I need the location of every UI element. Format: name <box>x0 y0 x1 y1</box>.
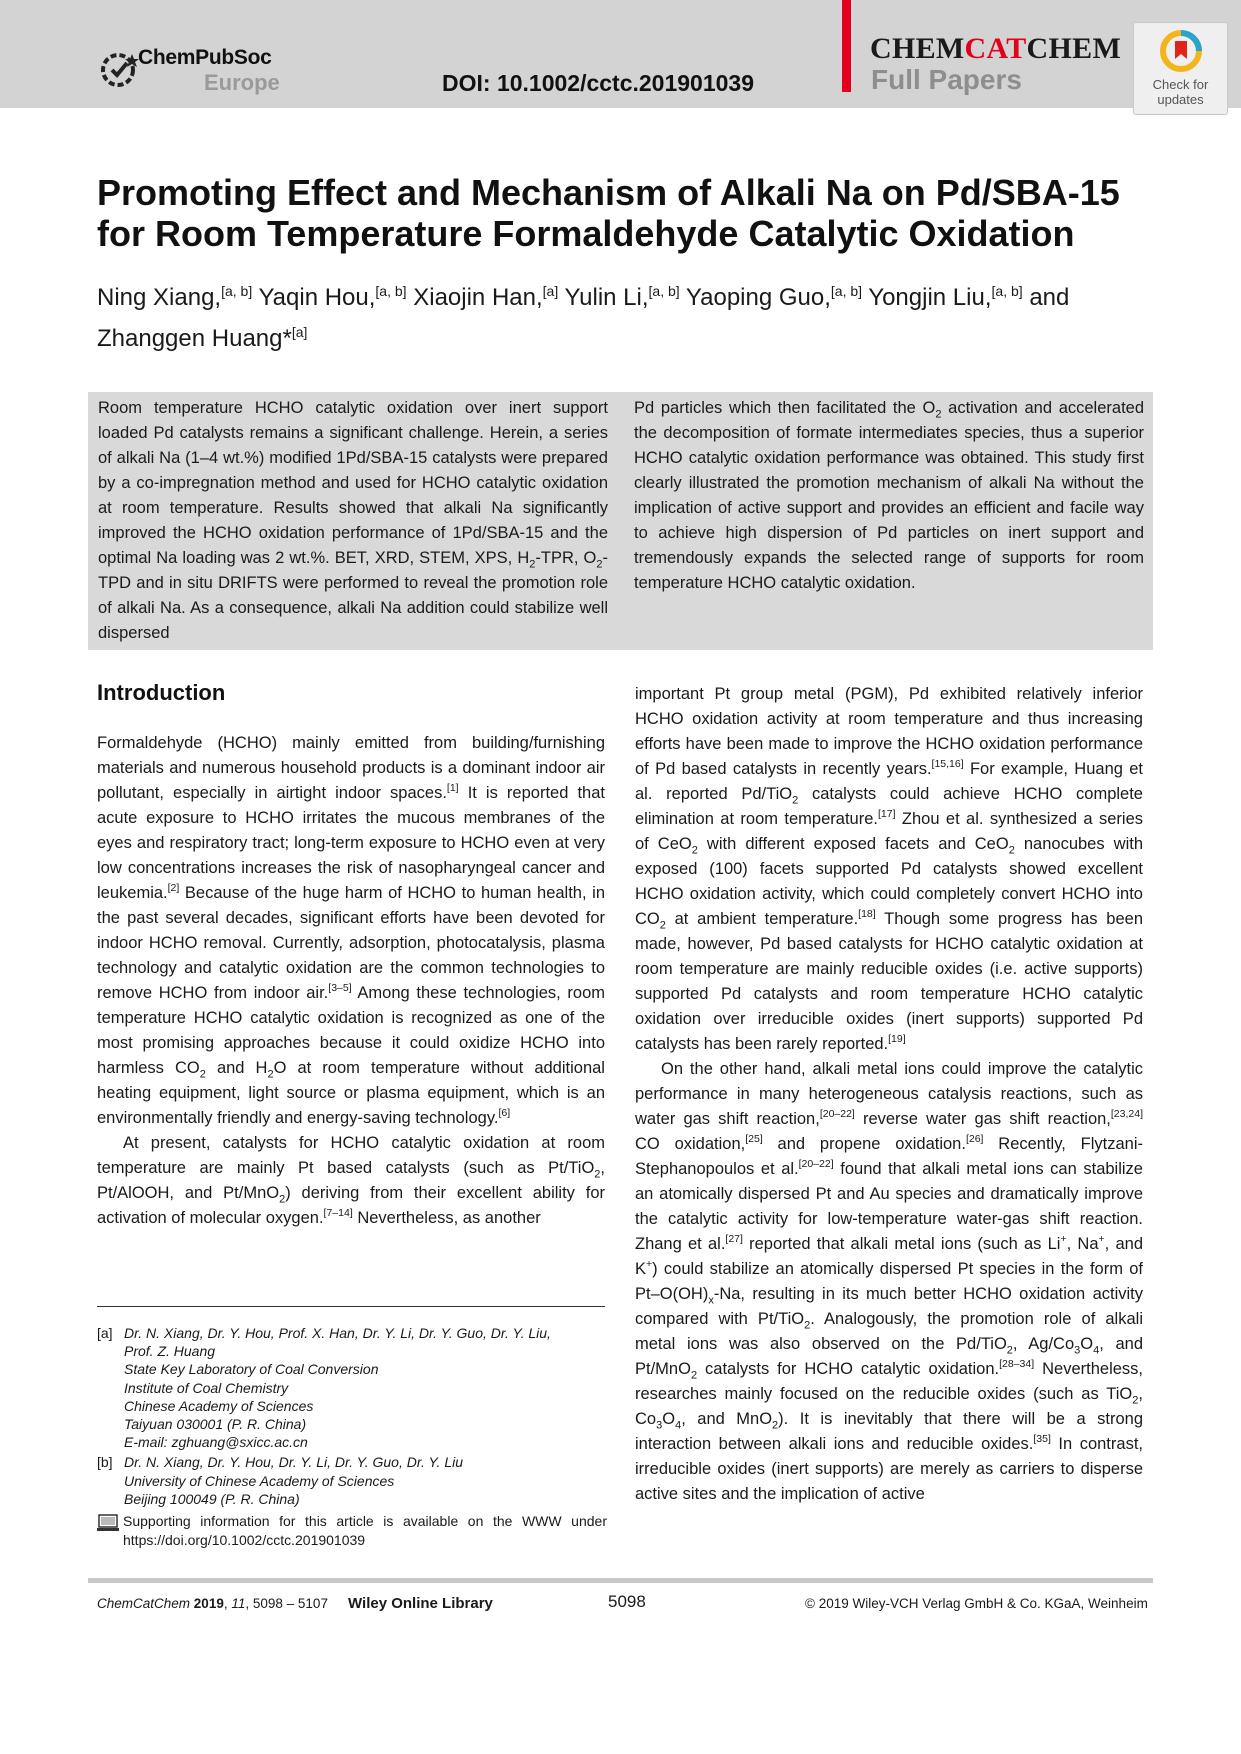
affiliation-line: E-mail: zghuang@sxicc.ac.cn <box>124 1434 308 1451</box>
journal-accent-bar <box>842 0 851 92</box>
author-affiliation: [a, b] <box>221 283 253 299</box>
citation-link[interactable]: [19] <box>888 1033 906 1045</box>
author-affiliation: [a, b] <box>991 283 1023 299</box>
author-affiliation: [a] <box>291 324 308 340</box>
computer-icon <box>97 1514 119 1532</box>
citation-link[interactable]: [1] <box>446 782 459 794</box>
author-name[interactable]: Yaqin Hou, <box>258 284 376 311</box>
footnote-rule <box>97 1306 605 1307</box>
chempubsoc-logo[interactable] <box>98 44 298 96</box>
intro-paragraph-1: Formaldehyde (HCHO) mainly emitted from building/furnishing materials and numerous household products is a dominant indoor air pollutant, especially in airtight indoor spaces.[1] It is reported that acute exposure to HCHO irritates the mucous membranes of the eyes and respiratory tract; long-term exposure to HCHO even at very low concentrations increases the risk of nasopharyngeal cancer and leukemia.[2] Because of the huge harm of HCHO to human health, in the past several decades, significant efforts have been devoted for indoor HCHO removal. Currently, adsorption, photocatalysis, plasma technology and catalytic oxidation are the common technologies to remove HCHO from indoor air.[3–5] Among these technologies, room temperature HCHO catalytic oxidation is recognized as one of the most promising approaches because it could oxidize HCHO into harmless $CO_2$ and $H_2O$ at room temperature without additional heating equipment, light source or plasma equipment, which is an environmentally friendly and energy-saving technology.[6] <box>97 734 605 1127</box>
author-name[interactable]: Yaoping Guo, <box>685 284 831 311</box>
abstract-left-column: Room temperature HCHO catalytic oxidation over inert support loaded Pd catalysts remains a significant challenge. Herein, a series of alkali Na (1–4 wt.%) modified 1Pd/SBA-15 catalysts were prepared by a co-impregnation method and used for HCHO catalytic oxidation at room temperature. Results showed that alkali Na significantly improved the HCHO oxidation performance of 1Pd/SBA-15 and the optimal Na loading was 2 wt.%. BET, XRD, STEM, XPS, $H_2$-TPR, $O_2$-TPD and in situ DRIFTS were performed to reveal the promotion role of alkali Na. As a consequence, alkali Na addition could stabilize well dispersed <box>98 399 608 642</box>
citation-link[interactable]: [35] <box>1033 1433 1051 1445</box>
body-left-column <box>97 731 605 1231</box>
author-name[interactable]: Yongjin Liu, <box>868 284 992 311</box>
citation-link[interactable]: [23,24] <box>1110 1108 1144 1120</box>
citation-link[interactable]: [3–5] <box>328 982 352 994</box>
affiliation-a: [a] Dr. N. Xiang, Dr. Y. Hou, Prof. X. Han, Dr. Y. Li, Dr. Y. Guo, Dr. Y. Liu, Prof. Z. Huang State Key Laboratory of Coal Conversion Institute of Coal Chemistry Chinese Academy of Sciences Taiyuan 030001 (P. R. China) E-mail: zghuang@sxicc.ac.cn <box>97 1324 607 1451</box>
citation-link[interactable]: [28–34] <box>999 1358 1035 1370</box>
citation-link[interactable]: [20–22] <box>819 1108 855 1120</box>
crossmark-icon <box>1159 29 1203 73</box>
affiliation-line: Beijing 100049 (P. R. China) <box>124 1490 300 1507</box>
section-heading-introduction: Introduction <box>97 680 226 705</box>
author-affiliation: [a, b] <box>648 283 680 299</box>
copyright-notice: © 2019 Wiley-VCH Verlag GmbH & Co. KGaA, Weinheim <box>805 1596 1148 1611</box>
author-affiliation: [a, b] <box>830 283 863 299</box>
author-affiliation: [a, b] <box>375 283 407 299</box>
body-right-column <box>635 682 1143 1507</box>
section-type: Full Papers <box>871 64 1022 95</box>
affiliation-line: Institute of Coal Chemistry <box>124 1379 289 1396</box>
publisher-name: ChemPubSoc <box>138 46 272 69</box>
abstract-box <box>88 392 1153 650</box>
citation-link[interactable]: [25] <box>745 1133 763 1145</box>
citation-link[interactable]: [6] <box>498 1107 511 1119</box>
affiliation-line: Taiyuan 030001 (P. R. China) <box>124 1416 307 1433</box>
supporting-information-note[interactable]: Supporting information for this article is available on the WWW under https://doi.org/10.1002/cctc.201901039 <box>97 1512 607 1549</box>
doi-link[interactable]: DOI: 10.1002/cctc.201901039 <box>442 70 755 96</box>
check-updates-line2: updates <box>1157 92 1204 107</box>
author-name[interactable]: Yulin Li, <box>564 284 649 311</box>
affiliation-footnotes <box>97 1324 607 1549</box>
author-affiliation: [a] <box>542 283 559 299</box>
citation-link[interactable]: [20–22] <box>798 1158 834 1170</box>
abstract-right-column: Pd particles which then facilitated the $O_2$ activation and accelerated the decomposition of formate intermediates species, thus a superior HCHO catalytic oxidation performance was obtained. This study first clearly illustrated the promotion mechanism of alkali Na without the implication of active support and provides an efficient and facile way to achieve high dispersion of Pd particles on inert support and tremendously expands the selected range of supports for room temperature HCHO catalytic oxidation. <box>634 399 1145 592</box>
affiliation-line: Dr. N. Xiang, Dr. Y. Hou, Prof. X. Han, Dr. Y. Li, Dr. Y. Guo, Dr. Y. Liu, <box>124 1325 551 1341</box>
author-name[interactable]: and <box>1029 284 1070 311</box>
author-name[interactable]: Ning Xiang, <box>97 284 222 311</box>
journal-title: CHEMCATCHEM <box>870 32 1122 65</box>
intro-paragraph-2-start: At present, catalysts for HCHO catalytic oxidation at room temperature are mainly Pt based catalysts (such as Pt/TiO$_2$, Pt/AlOOH, and Pt/MnO$_2$) deriving from their excellent ability for activation of molecular oxygen.[7–14] Nevertheless, as another <box>97 1134 605 1227</box>
citation-link[interactable]: [18] <box>858 908 876 920</box>
citation-link[interactable]: [15,16] <box>931 758 964 770</box>
affiliation-line: State Key Laboratory of Coal Conversion <box>124 1361 379 1378</box>
check-for-updates-button[interactable] <box>1133 22 1228 115</box>
affiliation-line: Prof. Z. Huang <box>124 1343 216 1360</box>
affiliation-b: [b] Dr. N. Xiang, Dr. Y. Hou, Dr. Y. Li, Dr. Y. Guo, Dr. Y. Liu University of Chinese Academy of Sciences Beijing 100049 (P. R. China) <box>97 1453 607 1508</box>
page-number: 5098 <box>608 1592 646 1611</box>
intro-paragraph-3: On the other hand, alkali metal ions could improve the catalytic performance in many heterogeneous catalysis reactions, such as water gas shift reaction,[20–22] reverse water gas shift reaction,[23,24] CO oxidation,[25] and propene oxidation.[26] Recently, Flytzani-Stephanopoulos et al.[20–22] found that alkali metal ions can stabilize an atomically dispersed Pt and Au species and dramatically improve the catalytic activity for low-temperature water-gas shift reaction. Zhang et al.[27] reported that alkali metal ions (such as Li+, Na+, and K+) could stabilize an atomically dispersed Pt species in the form of $Pt-O(OH)_x-Na$, resulting in its much better HCHO oxidation activity compared with Pt/TiO$_2$. Analogously, the promotion role of alkali metal ions was also observed on the Pd/TiO$_2$, $Ag/Co_3O_4$, and Pt/MnO$_2$ catalysts for HCHO catalytic oxidation.[28–34] Nevertheless, researches mainly focused on the reducible oxides (such as TiO$_2$, $Co_3O_4$, and MnO$_2$). It is inevitably that there will be a strong interaction between alkali ions and reducible oxides.[35] In contrast, irreducible oxides (inert supports) are merely as carriers to disperse active sites and the implication of active <box>635 1060 1144 1503</box>
citation-link[interactable]: [17] <box>877 808 896 820</box>
author-list <box>97 274 1157 356</box>
check-updates-line1: Check for <box>1152 77 1209 92</box>
footer-citation: ChemCatChem 2019, 11, 5098 – 5107 <box>97 1596 328 1611</box>
citation-link[interactable]: [26] <box>965 1133 984 1145</box>
wiley-online-library-link[interactable]: Wiley Online Library <box>348 1595 493 1612</box>
author-name[interactable]: Xiaojin Han, <box>413 284 543 311</box>
citation-link[interactable]: [2] <box>167 882 180 894</box>
affiliation-line: Chinese Academy of Sciences <box>124 1397 314 1414</box>
affiliation-line: University of Chinese Academy of Sciences <box>124 1472 395 1489</box>
affiliation-line: Dr. N. Xiang, Dr. Y. Hou, Dr. Y. Li, Dr. Y. Guo, Dr. Y. Liu <box>124 1454 464 1471</box>
intro-paragraph-2-end: important Pt group metal (PGM), Pd exhibited relatively inferior HCHO oxidation activity at room temperature and thus increasing efforts have been made to improve the HCHO oxidation performance of Pd based catalysts in recently years.[15,16] For example, Huang et al. reported Pd/TiO$_2$ catalysts could achieve HCHO complete elimination at room temperature.[17] Zhou et al. synthesized a series of CeO$_2$ with different exposed facets and CeO$_2$ nanocubes with exposed (100) facets supported Pd catalysts showed excellent HCHO oxidation activity, which could completely convert HCHO into $CO_2$ at ambient temperature.[18] Though some progress has been made, however, Pd based catalysts for HCHO catalytic oxidation at room temperature are mainly reducible oxides (i.e. active supports) supported Pd catalysts and room temperature HCHO catalytic oxidation over irreducible oxides (inert supports) supported Pd catalysts has been rarely reported.[19] <box>635 685 1144 1053</box>
author-name[interactable]: Zhanggen Huang* <box>97 325 292 352</box>
citation-link[interactable]: [7–14] <box>323 1207 353 1219</box>
publisher-region: Europe <box>204 70 280 95</box>
chempubsoc-star-icon <box>98 48 142 92</box>
footer-rule <box>88 1578 1153 1583</box>
article-title: Promoting Effect and Mechanism of Alkali Na on Pd/SBA-15 for Room Temperature Formaldehyde Catalytic Oxidation <box>97 172 1120 254</box>
citation-link[interactable]: [27] <box>725 1233 743 1245</box>
